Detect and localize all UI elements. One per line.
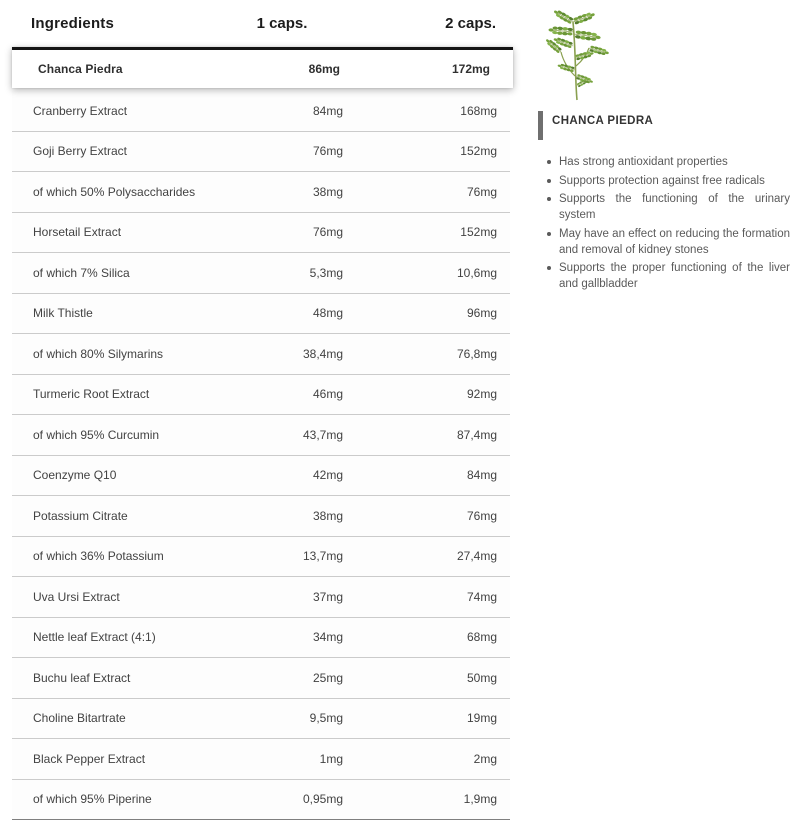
ingredient-name: of which 7% Silica [33, 265, 130, 280]
ingredient-name: of which 95% Piperine [33, 792, 152, 807]
table-row [12, 253, 510, 294]
list-item [538, 191, 790, 223]
table-row [12, 375, 510, 416]
ingredient-name: Uva Ursi Extract [33, 589, 120, 604]
table-row [12, 780, 510, 821]
table-row [12, 415, 510, 456]
amount-1-caps: 76mg [312, 225, 343, 240]
list-item-text: Supports the proper functioning of the liver and gallbladder [559, 262, 790, 290]
table-row [12, 618, 510, 659]
list-item-text: Supports the functioning of the urinary system [559, 193, 790, 221]
highlighted-row-chanca-piedra [12, 47, 513, 88]
amount-1-caps: 84mg [312, 103, 343, 118]
header-ingredients: Ingredients [31, 15, 115, 32]
amount-2-caps: 96mg [466, 306, 497, 321]
table-header [12, 0, 510, 47]
amount-1-caps: 13,7mg [302, 549, 343, 564]
ingredient-name: Horsetail Extract [33, 225, 122, 240]
amount-1-caps: 5,3mg [309, 265, 343, 280]
amount-1-caps: 9,5mg [309, 711, 343, 726]
amount-1-caps: 43,7mg [302, 427, 343, 442]
amount-2-caps: 152mg [460, 144, 497, 159]
amount-2-caps: 19mg [466, 711, 497, 726]
list-item [538, 226, 790, 258]
table-body [12, 91, 510, 820]
amount-1-caps: 38mg [312, 184, 343, 199]
bullet-dot-icon [547, 232, 551, 236]
amount-2-caps: 50mg [466, 670, 497, 685]
list-item-text: May have an effect on reducing the formation and removal of kidney stones [559, 227, 790, 256]
amount-2-caps: 1,9mg [463, 792, 497, 807]
ingredient-name: Buchu leaf Extract [33, 670, 131, 685]
ingredient-name: Nettle leaf Extract (4:1) [33, 630, 156, 645]
bullet-dot-icon [547, 197, 551, 201]
amount-1-caps: 76mg [312, 144, 343, 159]
ingredient-name: Black Pepper Extract [33, 751, 146, 766]
bullet-dot-icon [547, 179, 551, 183]
amount-1-caps: 38mg [312, 508, 343, 523]
amount-2-caps: 152mg [460, 225, 497, 240]
amount-1-caps: 34mg [312, 630, 343, 645]
amount-2-caps: 76,8mg [456, 346, 497, 361]
table-row [12, 456, 510, 497]
amount-2-caps: 76mg [466, 184, 497, 199]
ingredient-name: Coenzyme Q10 [33, 468, 117, 483]
amount-2-caps: 87,4mg [456, 427, 497, 442]
ingredient-name: of which 50% Polysaccharides [33, 184, 196, 199]
list-item [538, 173, 790, 189]
list-item-text: Supports protection against free radicals [559, 174, 765, 187]
header-2-caps: 2 caps. [445, 15, 496, 32]
table-row [12, 132, 510, 173]
amount-1-caps: 46mg [312, 387, 343, 402]
ingredient-name: Choline Bitartrate [33, 711, 126, 726]
table-row [12, 172, 510, 213]
table-row [12, 213, 510, 254]
ingredient-name: Potassium Citrate [33, 508, 128, 523]
table-row [12, 658, 510, 699]
ingredient-name: Goji Berry Extract [33, 144, 128, 159]
amount-2-caps: 84mg [466, 468, 497, 483]
table-row [12, 91, 510, 132]
table-row [12, 537, 510, 578]
bullet-dot-icon [547, 160, 551, 164]
list-item-text: Has strong antioxidant properties [559, 156, 728, 168]
chanca-piedra-plant-icon [533, 6, 617, 102]
amount-2-caps: 27,4mg [456, 549, 497, 564]
amount-1-caps: 37mg [312, 589, 343, 604]
amount-2-caps: 168mg [460, 103, 497, 118]
ingredient-name: of which 36% Potassium [33, 549, 164, 564]
table-row [12, 334, 510, 375]
bullet-dot-icon [547, 266, 551, 270]
ingredient-name: Cranberry Extract [33, 103, 128, 118]
amount-1-caps: 0,95mg [302, 792, 343, 807]
ingredient-name: of which 80% Silymarins [33, 346, 164, 361]
list-item [538, 154, 790, 170]
amount-1-caps: 42mg [312, 468, 343, 483]
amount-1-caps: 1mg [319, 751, 343, 766]
amount-2-caps: 172mg [451, 62, 490, 76]
info-panel-header [538, 110, 790, 140]
list-item [538, 260, 790, 292]
amount-2-caps: 2mg [473, 751, 497, 766]
info-panel-title: CHANCA PIEDRA [552, 115, 654, 127]
amount-1-caps: 38,4mg [302, 346, 343, 361]
table-row [12, 496, 510, 537]
table-row [12, 577, 510, 618]
ingredient-name: Turmeric Root Extract [33, 387, 150, 402]
benefits-list [538, 154, 790, 292]
table-row [12, 739, 510, 780]
ingredient-name: Chanca Piedra [38, 62, 123, 76]
amount-1-caps: 48mg [312, 306, 343, 321]
table-row [12, 699, 510, 740]
header-1-caps: 1 caps. [256, 15, 308, 32]
amount-2-caps: 92mg [466, 387, 497, 402]
table-row [12, 294, 510, 335]
amount-1-caps: 86mg [308, 62, 340, 76]
amount-2-caps: 68mg [466, 630, 497, 645]
amount-2-caps: 10,6mg [456, 265, 497, 280]
ingredient-name: of which 95% Curcumin [33, 427, 160, 442]
amount-2-caps: 74mg [466, 589, 497, 604]
amount-1-caps: 25mg [312, 670, 343, 685]
ingredient-name: Milk Thistle [33, 306, 93, 321]
amount-2-caps: 76mg [466, 508, 497, 523]
info-panel [538, 110, 790, 295]
